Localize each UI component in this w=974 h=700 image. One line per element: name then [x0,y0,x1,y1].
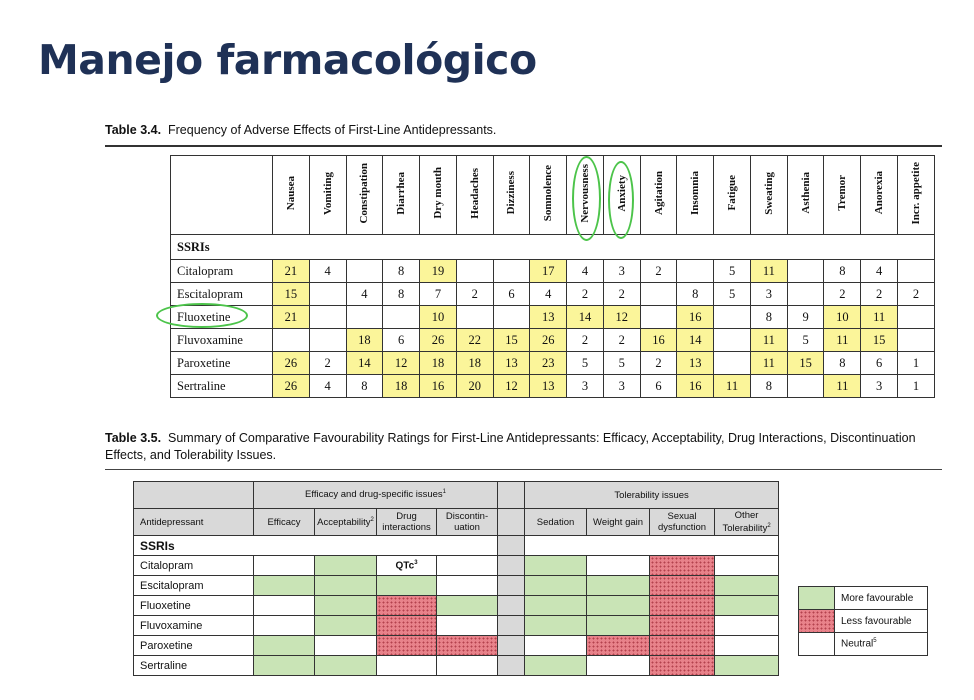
rating-efficacy [254,576,315,596]
table-3-5-caption [105,430,935,464]
cell-nausea [273,329,310,352]
cell-dry-mouth: 18 [420,352,457,375]
cell-constipation: 4 [346,283,383,306]
cell-incr-appetite: 1 [898,352,935,375]
legend [798,586,928,656]
nervousness-highlight-oval [572,156,601,241]
cell-vomiting: 2 [309,352,346,375]
rating-drug-interactions [377,576,437,596]
table-row [134,616,779,636]
cell-insomnia: 14 [677,329,714,352]
legend-row-more [799,587,928,610]
cell-anorexia: 4 [861,260,898,283]
drug-name: Citalopram [171,260,273,283]
rating-weight-gain [587,616,650,636]
cell-insomnia: 8 [677,283,714,306]
cell-dizziness [493,260,530,283]
col-constipation: Constipation [346,156,383,235]
cell-fatigue [714,306,751,329]
cell-headaches: 22 [456,329,493,352]
rating-sedation [525,616,587,636]
cell-sweating: 11 [750,352,787,375]
col-dizziness: Dizziness [493,156,530,235]
cell-vomiting: 4 [309,375,346,398]
cell-nervousness: 2 [567,329,604,352]
cell-anorexia: 15 [861,329,898,352]
cell-constipation: 14 [346,352,383,375]
col-efficacy: Efficacy [254,509,315,536]
cell-vomiting [309,283,346,306]
adverse-effects-table [170,155,935,398]
drug-name: Escitalopram [134,576,254,596]
col-weight-gain: Weight gain [587,509,650,536]
cell-headaches: 2 [456,283,493,306]
col-tremor: Tremor [824,156,861,235]
rating-efficacy [254,636,315,656]
rating-other-tolerability [715,596,779,616]
cell-sweating: 11 [750,260,787,283]
cell-agitation: 2 [640,260,677,283]
gap-cell [498,636,525,656]
adverse-effects-header-row [171,156,935,235]
cell-incr-appetite: 2 [898,283,935,306]
cell-vomiting [309,329,346,352]
rating-discontinuation [437,596,498,616]
cell-asthenia: 15 [787,352,824,375]
rating-sexual-dysfunction [650,616,715,636]
legend-swatch-white [799,633,835,656]
group-blank [134,482,254,509]
rating-weight-gain [587,556,650,576]
cell-dry-mouth: 19 [420,260,457,283]
cell-constipation [346,306,383,329]
cell-dizziness: 15 [493,329,530,352]
cell-agitation: 2 [640,352,677,375]
table-row [134,576,779,596]
rating-discontinuation [437,576,498,596]
col-nausea: Nausea [273,156,310,235]
rating-acceptability [315,576,377,596]
col-nervousness: Nervousness [567,156,604,235]
rating-other-tolerability [715,656,779,676]
col-gap [498,509,525,536]
col-other-tolerability: Other Tolerability$^2$ [715,509,779,536]
col-diarrhea: Diarrhea [383,156,420,235]
drug-name: Citalopram [134,556,254,576]
cell-anxiety: 5 [603,352,640,375]
section-blank [525,536,779,556]
cell-nervousness: 2 [567,283,604,306]
anxiety-highlight-oval [608,161,634,239]
col-discontinuation: Discontin-uation [437,509,498,536]
cell-diarrhea: 8 [383,283,420,306]
rating-discontinuation [437,636,498,656]
cell-somnolence: 4 [530,283,567,306]
rating-sexual-dysfunction [650,576,715,596]
drug-name: Sertraline [171,375,273,398]
cell-somnolence: 13 [530,306,567,329]
table-3-5-label: Table 3.5. [105,431,162,445]
cell-tremor: 11 [824,329,861,352]
favourability-table [133,481,779,676]
cell-incr-appetite [898,260,935,283]
cell-nausea: 21 [273,260,310,283]
drug-name: Sertraline [134,656,254,676]
rating-other-tolerability [715,556,779,576]
cell-incr-appetite [898,329,935,352]
cell-constipation: 8 [346,375,383,398]
cell-insomnia: 16 [677,306,714,329]
cell-tremor: 8 [824,352,861,375]
cell-anorexia: 11 [861,306,898,329]
drug-name: Fluoxetine [134,596,254,616]
rating-acceptability [315,656,377,676]
header-blank [171,156,273,235]
drug-name: Fluvoxamine [134,616,254,636]
cell-sweating: 11 [750,329,787,352]
group-efficacy-header: Efficacy and drug-specific issues$^1$ [254,482,498,509]
col-fatigue: Fatigue [714,156,751,235]
gap-cell [498,656,525,676]
drug-name: Paroxetine [134,636,254,656]
cell-fatigue [714,352,751,375]
rating-sedation [525,636,587,656]
table-row [134,596,779,616]
cell-insomnia: 13 [677,352,714,375]
cell-anorexia: 3 [861,375,898,398]
legend-less-label: Less favourable [835,610,928,633]
col-sweating: Sweating [750,156,787,235]
legend-neutral-label: Neutral$^5$ [835,633,928,656]
cell-sweating: 3 [750,283,787,306]
cell-constipation: 18 [346,329,383,352]
drug-name: Escitalopram [171,283,273,306]
col-acceptability: Acceptability$^2$ [315,509,377,536]
legend-swatch-red [799,610,835,633]
rating-drug-interactions [377,656,437,676]
table-3-4-caption [105,122,496,139]
section-row [171,235,935,260]
rating-acceptability [315,596,377,616]
gap-cell [498,616,525,636]
rating-sedation [525,556,587,576]
cell-dry-mouth: 7 [420,283,457,306]
cell-insomnia [677,260,714,283]
table-3-5-rule [105,469,942,470]
col-dry-mouth: Dry mouth [420,156,457,235]
cell-anxiety: 2 [603,283,640,306]
table-row [134,636,779,656]
rating-discontinuation [437,616,498,636]
rating-sexual-dysfunction [650,656,715,676]
cell-sweating: 8 [750,306,787,329]
gap-cell [498,596,525,616]
rating-other-tolerability [715,616,779,636]
rating-other-tolerability [715,576,779,596]
col-headaches: Headaches [456,156,493,235]
cell-tremor: 2 [824,283,861,306]
cell-somnolence: 13 [530,375,567,398]
cell-headaches: 20 [456,375,493,398]
table-3-4-rule [105,145,942,147]
table-row [171,375,935,398]
drug-name: Fluvoxamine [171,329,273,352]
cell-dizziness [493,306,530,329]
cell-agitation: 16 [640,329,677,352]
favourability-group-row [134,482,779,509]
gap-cell [498,576,525,596]
cell-dry-mouth: 26 [420,329,457,352]
table-3-4-title: Frequency of Adverse Effects of First-Line Antidepressants. [168,123,497,137]
rating-discontinuation [437,556,498,576]
group-gap [498,482,525,509]
cell-fatigue: 5 [714,260,751,283]
rating-discontinuation [437,656,498,676]
col-anorexia: Anorexia [861,156,898,235]
cell-somnolence: 26 [530,329,567,352]
slide-title: Manejo farmacológico [38,36,537,84]
col-anxiety: Anxiety [603,156,640,235]
rating-efficacy [254,616,315,636]
rating-sedation [525,576,587,596]
cell-dry-mouth: 10 [420,306,457,329]
legend-swatch-green [799,587,835,610]
cell-anxiety: 2 [603,329,640,352]
cell-asthenia [787,260,824,283]
cell-nausea: 15 [273,283,310,306]
rating-drug-interactions [377,616,437,636]
cell-tremor: 8 [824,260,861,283]
cell-incr-appetite: 1 [898,375,935,398]
cell-nervousness: 14 [567,306,604,329]
legend-row-neutral [799,633,928,656]
col-asthenia: Asthenia [787,156,824,235]
rating-drug-interactions [377,636,437,656]
rating-drug-interactions: QTc$^3$ [377,556,437,576]
table-row [171,329,935,352]
rating-efficacy [254,556,315,576]
cell-sweating: 8 [750,375,787,398]
drug-name: Paroxetine [171,352,273,375]
rating-sexual-dysfunction [650,636,715,656]
cell-headaches [456,306,493,329]
cell-anxiety: 3 [603,375,640,398]
favourability-subheader-row [134,509,779,536]
table-row [171,306,935,329]
col-vomiting: Vomiting [309,156,346,235]
rating-sedation [525,656,587,676]
fluoxetine-highlight-oval [156,303,248,328]
rating-efficacy [254,656,315,676]
cell-nausea: 21 [273,306,310,329]
rating-drug-interactions [377,596,437,616]
rating-sexual-dysfunction [650,556,715,576]
gap-cell [498,536,525,556]
cell-anorexia: 2 [861,283,898,306]
cell-fatigue [714,329,751,352]
cell-diarrhea: 6 [383,329,420,352]
cell-constipation [346,260,383,283]
legend-row-less [799,610,928,633]
col-sedation: Sedation [525,509,587,536]
col-drug-interactions: Drug interactions [377,509,437,536]
cell-fatigue: 5 [714,283,751,306]
cell-somnolence: 17 [530,260,567,283]
cell-nervousness: 4 [567,260,604,283]
table-3-4-label: Table 3.4. [105,123,162,137]
col-insomnia: Insomnia [677,156,714,235]
cell-agitation: 6 [640,375,677,398]
cell-dizziness: 13 [493,352,530,375]
cell-agitation [640,306,677,329]
rating-acceptability [315,556,377,576]
cell-fatigue: 11 [714,375,751,398]
section-ssris: SSRIs [134,536,498,556]
rating-weight-gain [587,656,650,676]
cell-anxiety: 3 [603,260,640,283]
table-row [171,352,935,375]
cell-asthenia [787,375,824,398]
table-row [171,283,935,306]
rating-weight-gain [587,636,650,656]
drug-name: Fluoxetine [171,306,273,329]
table-3-5-title: Summary of Comparative Favourability Ratings for First-Line Antidepressants: Efficacy, Acceptability, Drug Interactions, Discontinuation Effects, and Tolerability Issues. [105,431,916,462]
cell-diarrhea: 8 [383,260,420,283]
cell-anorexia: 6 [861,352,898,375]
cell-dizziness: 6 [493,283,530,306]
cell-asthenia: 9 [787,306,824,329]
group-tolerability-header: Tolerability issues [525,482,779,509]
cell-insomnia: 16 [677,375,714,398]
rating-acceptability [315,636,377,656]
col-incr-appetite: Incr. appetite [898,156,935,235]
cell-asthenia: 5 [787,329,824,352]
cell-dry-mouth: 16 [420,375,457,398]
qtc-label: QTc [395,560,415,572]
cell-somnolence: 23 [530,352,567,375]
gap-cell [498,556,525,576]
legend-more-label: More favourable [835,587,928,610]
table-row [134,656,779,676]
rating-other-tolerability [715,636,779,656]
rating-sedation [525,596,587,616]
cell-diarrhea [383,306,420,329]
rating-sexual-dysfunction [650,596,715,616]
col-agitation: Agitation [640,156,677,235]
rating-weight-gain [587,576,650,596]
cell-tremor: 11 [824,375,861,398]
cell-nervousness: 3 [567,375,604,398]
cell-dizziness: 12 [493,375,530,398]
table-row [171,260,935,283]
cell-nervousness: 5 [567,352,604,375]
col-somnolence: Somnolence [530,156,567,235]
rating-weight-gain [587,596,650,616]
cell-agitation [640,283,677,306]
cell-nausea: 26 [273,375,310,398]
section-ssris: SSRIs [171,235,935,260]
col-sexual-dysfunction: Sexual dysfunction [650,509,715,536]
cell-headaches [456,260,493,283]
cell-incr-appetite [898,306,935,329]
section-row [134,536,779,556]
cell-anxiety: 12 [603,306,640,329]
cell-diarrhea: 12 [383,352,420,375]
table-row [134,556,779,576]
cell-vomiting [309,306,346,329]
col-antidepressant: Antidepressant [134,509,254,536]
rating-acceptability [315,616,377,636]
cell-diarrhea: 18 [383,375,420,398]
cell-nausea: 26 [273,352,310,375]
cell-asthenia [787,283,824,306]
rating-efficacy [254,596,315,616]
cell-headaches: 18 [456,352,493,375]
cell-vomiting: 4 [309,260,346,283]
cell-tremor: 10 [824,306,861,329]
